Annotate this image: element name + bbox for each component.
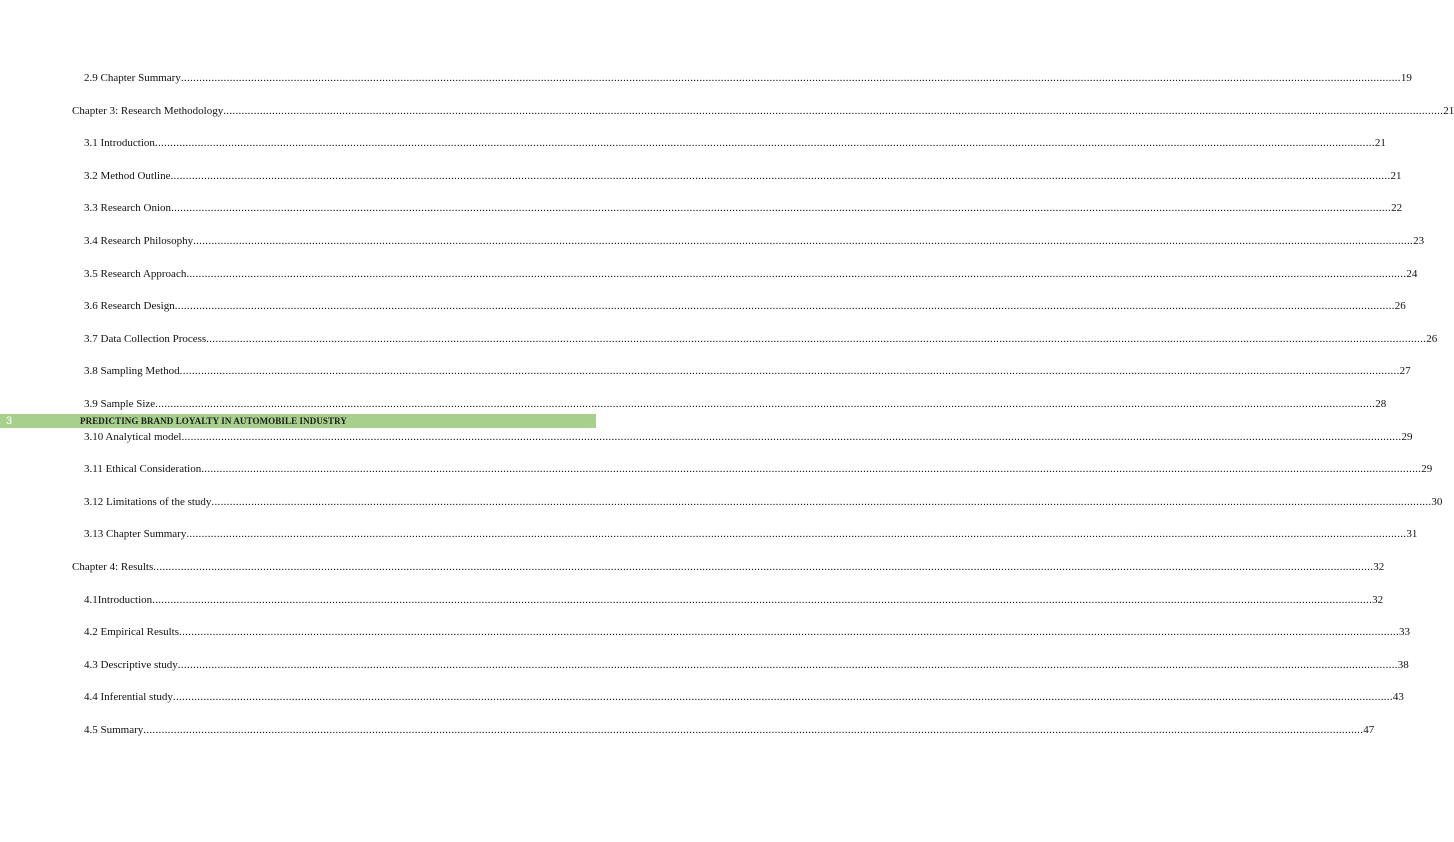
toc-leader-dots: ................................................................................................................................................................................................................................................................................................................................................................................................................ [211, 495, 1432, 508]
toc-entry-page: 32 [1372, 593, 1384, 606]
toc-entry-title: 3.9 Sample Size [84, 398, 156, 410]
toc-entry-page: 21 [1443, 104, 1454, 117]
toc-entry-page: 19 [1400, 72, 1412, 84]
toc-leader-dots: ................................................................................................................................................................................................................................................................................................................................................................................................................ [172, 691, 1393, 704]
toc-entry-title: 3.3 Research Onion [84, 202, 172, 215]
toc-leader-dots: ................................................................................................................................................................................................................................................................................................................................................................................................................ [174, 300, 1395, 313]
toc-entry-title: 4.2 Empirical Results [84, 626, 180, 639]
toc-entry-page: 26 [1394, 300, 1406, 313]
toc-entry[interactable] [72, 104, 1454, 118]
toc-leader-dots: ................................................................................................................................................................................................................................................................................................................................................................................................................ [153, 561, 1374, 573]
toc-entry[interactable] [84, 398, 1387, 411]
toc-entry-title: 4.5 Summary [84, 724, 144, 736]
toc-entry-page: 29 [1401, 430, 1413, 443]
toc-entry-page: 21 [1390, 169, 1402, 182]
toc-entry[interactable] [84, 332, 1438, 346]
toc-entry[interactable] [84, 235, 1425, 248]
toc-entry-page: 43 [1392, 691, 1404, 704]
toc-entry[interactable] [84, 495, 1443, 509]
toc-entry-title: 3.7 Data Collection Process [84, 332, 207, 345]
running-title: PREDICTING BRAND LOYALTY IN AUTOMOBILE INDUSTRY [80, 416, 348, 426]
toc-entry-title: 3.5 Research Approach [84, 267, 187, 280]
toc-entry-title: 4.1Introduction [84, 593, 153, 606]
toc-entry-page: 23 [1413, 235, 1425, 247]
toc-leader-dots: ................................................................................................................................................................................................................................................................................................................................................................................................................ [206, 332, 1427, 345]
toc-leader-dots: ................................................................................................................................................................................................................................................................................................................................................................................................................ [179, 365, 1400, 378]
toc-leader-dots: ................................................................................................................................................................................................................................................................................................................................................................................................................ [143, 724, 1364, 736]
toc-entry[interactable] [84, 593, 1384, 607]
toc-entry[interactable] [84, 365, 1411, 378]
toc-entry-title: 4.4 Inferential study [84, 691, 173, 704]
toc-entry-title: 3.6 Research Design [84, 300, 175, 313]
toc-entry-page: 28 [1375, 398, 1387, 410]
toc-leader-dots: ................................................................................................................................................................................................................................................................................................................................................................................................................ [180, 72, 1401, 84]
toc-leader-dots: ................................................................................................................................................................................................................................................................................................................................................................................................................ [155, 398, 1376, 410]
toc-entry-page: 22 [1391, 202, 1403, 215]
toc-entry-page: 26 [1426, 332, 1438, 345]
toc-entry[interactable] [84, 202, 1403, 215]
toc-entry[interactable] [84, 430, 1413, 444]
toc-entry[interactable] [84, 137, 1386, 150]
toc-entry-page: 29 [1421, 463, 1433, 476]
toc-entry-title: 3.10 Analytical model [84, 430, 182, 443]
toc-entry-page: 32 [1373, 561, 1385, 573]
toc-entry-title: 3.12 Limitations of the study [84, 495, 212, 508]
toc-leader-dots: ................................................................................................................................................................................................................................................................................................................................................................................................................ [201, 463, 1422, 476]
toc-entry-page: 30 [1431, 495, 1443, 508]
toc-entry[interactable] [84, 463, 1433, 476]
toc-entry[interactable] [72, 561, 1385, 574]
toc-entry-page: 24 [1406, 267, 1418, 280]
toc-leader-dots: ................................................................................................................................................................................................................................................................................................................................................................................................................ [179, 626, 1400, 639]
toc-entry[interactable] [84, 300, 1406, 313]
toc-leader-dots: ................................................................................................................................................................................................................................................................................................................................................................................................................ [186, 528, 1407, 541]
running-header-band [0, 414, 596, 428]
toc-entry-title: 2.9 Chapter Summary [84, 72, 181, 84]
toc-entry-title: Chapter 4: Results [72, 561, 154, 573]
toc-entry[interactable] [84, 267, 1418, 281]
toc-entry[interactable] [84, 169, 1402, 183]
toc-entry-page: 31 [1406, 528, 1418, 541]
toc-leader-dots: ................................................................................................................................................................................................................................................................................................................................................................................................................ [186, 267, 1407, 280]
toc-entry[interactable] [84, 724, 1375, 737]
toc-entry-page: 47 [1363, 724, 1375, 736]
toc-entry-title: 3.1 Introduction [84, 137, 155, 150]
toc-leader-dots: ................................................................................................................................................................................................................................................................................................................................................................................................................ [152, 593, 1373, 606]
toc-entry-page: 38 [1397, 658, 1409, 671]
toc-entry-page: 27 [1399, 365, 1411, 378]
page-number: 3 [6, 415, 13, 427]
toc-leader-dots: ................................................................................................................................................................................................................................................................................................................................................................................................................ [177, 658, 1398, 671]
toc-leader-dots: ................................................................................................................................................................................................................................................................................................................................................................................................................ [170, 169, 1391, 182]
toc-entry-title: Chapter 3: Research Methodology [72, 104, 224, 117]
toc-entry[interactable] [84, 72, 1412, 85]
toc-entry-page: 21 [1374, 137, 1386, 150]
toc-entry-title: 4.3 Descriptive study [84, 658, 178, 671]
toc-leader-dots: ................................................................................................................................................................................................................................................................................................................................................................................................................ [171, 202, 1392, 215]
toc-leader-dots: ................................................................................................................................................................................................................................................................................................................................................................................................................ [223, 104, 1444, 117]
toc-entry-title: 3.2 Method Outline [84, 169, 171, 182]
toc-entry[interactable] [84, 528, 1418, 541]
toc-entry-title: 3.11 Ethical Consideration [84, 463, 202, 476]
toc-entry[interactable] [84, 691, 1404, 704]
toc-entry-page: 33 [1399, 626, 1411, 639]
toc-leader-dots: ................................................................................................................................................................................................................................................................................................................................................................................................................ [181, 430, 1402, 443]
toc-entry[interactable] [84, 626, 1411, 639]
toc-entry-title: 3.8 Sampling Method [84, 365, 180, 378]
toc-entry-title: 3.13 Chapter Summary [84, 528, 187, 541]
toc-leader-dots: ................................................................................................................................................................................................................................................................................................................................................................................................................ [154, 137, 1375, 150]
toc-entry-title: 3.4 Research Philosophy [84, 235, 194, 247]
toc-entry[interactable] [84, 658, 1409, 672]
toc-leader-dots: ................................................................................................................................................................................................................................................................................................................................................................................................................ [193, 235, 1414, 247]
